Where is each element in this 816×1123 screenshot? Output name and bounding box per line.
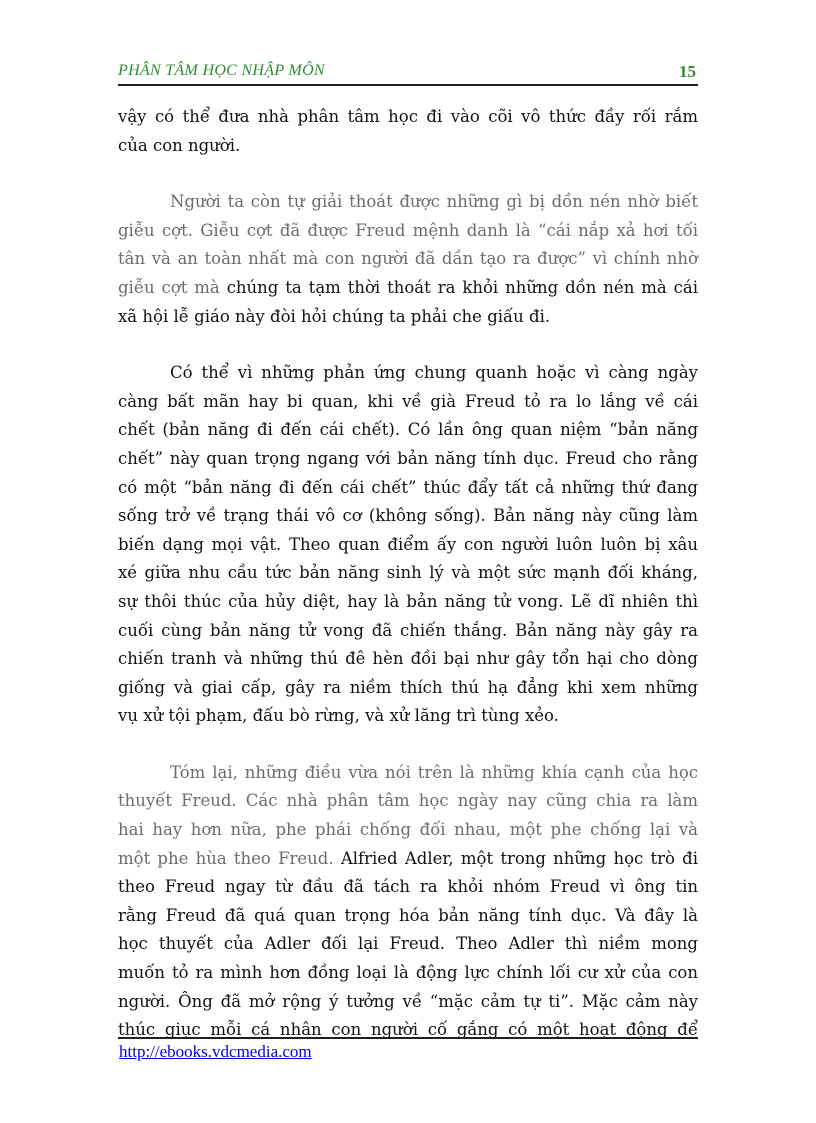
text-line: muốn tỏ ra mình hơn đồng loại là động lực chính lối cư xử của con xyxy=(118,963,698,983)
text-line: xé giữa nhu cầu tức bản năng sinh lý và một sức mạnh đối kháng, xyxy=(118,563,698,583)
paragraph-2 xyxy=(118,188,698,331)
paragraph-3 xyxy=(118,359,698,731)
text-line: rằng Freud đã quá quan trọng hóa bản năng tính dục. Và đây là xyxy=(118,905,698,925)
text-line: người. Ông đã mở rộng ý tưởng về “mặc cảm tự ti”. Mặc cảm này xyxy=(118,991,698,1011)
text-line: biến dạng mọi vật. Theo quan điểm ấy con người luôn luôn bị xâu xyxy=(118,534,698,554)
text-run: một phe hùa theo Freud. xyxy=(118,848,341,868)
text-line: thúc giục mỗi cá nhân con người cố gắng có một hoạt động để xyxy=(118,1020,698,1040)
page-number: 15 xyxy=(679,62,696,81)
text-run: giễu cợt mà xyxy=(118,277,227,297)
text-line xyxy=(118,845,698,874)
page-header xyxy=(118,60,698,86)
text-line: chiến tranh và những thú đê hèn đồi bại như gây tổn hại cho dòng xyxy=(118,649,698,669)
text-line: thuyết Freud. Các nhà phân tâm học ngày nay cũng chia ra làm xyxy=(118,791,698,811)
text-line: hai hay hơn nữa, phe phái chống đối nhau, một phe chống lại và xyxy=(118,820,698,840)
text-line: giễu cợt. Giễu cợt đã được Freud mệnh danh là “cái nắp xả hơi tối xyxy=(118,220,698,240)
footer-link[interactable]: http://ebooks.vdcmedia.com xyxy=(119,1042,312,1061)
paragraph-1 xyxy=(118,103,698,160)
text-line: xã hội lễ giáo này đòi hỏi chúng ta phải che giấu đi. xyxy=(118,306,551,326)
running-title: PHÂN TÂM HỌC NHẬP MÔN xyxy=(118,62,325,79)
text-line: học thuyết của Adler đối lại Freud. Theo Adler thì niềm mong xyxy=(118,934,698,954)
text-run: chúng ta tạm thời thoát ra khỏi những dồn nén mà cái xyxy=(226,277,699,297)
text-line: cuối cùng bản năng tử vong đã chiến thắng. Bản năng này gây ra xyxy=(118,620,698,640)
text-line: sự thôi thúc của hủy diệt, hay là bản năng tử vong. Lẽ dĩ nhiên thì xyxy=(118,591,698,611)
text-line xyxy=(118,274,698,303)
text-line: của con người. xyxy=(118,135,241,155)
text-line: vậy có thể đưa nhà phân tâm học đi vào cõi vô thức đầy rối rắm xyxy=(118,107,698,126)
text-line: sống trở về trạng thái vô cơ (không sống). Bản năng này cũng làm xyxy=(118,506,698,526)
text-line: giống và giai cấp, gây ra niềm thích thú hạ đẳng khi xem những xyxy=(118,677,698,697)
text-line: Người ta còn tự giải thoát được những gì bị dồn nén nhờ biết xyxy=(170,192,698,212)
footer-rule xyxy=(118,1037,698,1039)
text-line: Tóm lại, những điều vừa nói trên là những khía cạnh của học xyxy=(170,762,698,782)
body-text xyxy=(118,103,698,1045)
text-line: có một “bản năng đi đến cái chết” thúc đẩy tất cả những thứ đang xyxy=(118,477,698,497)
text-line: chết (bản năng đi đến cái chết). Có lần ông quan niệm “bản năng xyxy=(118,420,698,440)
text-line: tân và an toàn nhất mà con người đã dần tạo ra được” vì chính nhờ xyxy=(118,249,698,269)
text-line: vụ xử tội phạm, đấu bò rừng, và xử lăng trì tùng xẻo. xyxy=(118,706,559,726)
text-line: chết” này quan trọng ngang với bản năng tính dục. Freud cho rằng xyxy=(118,448,698,468)
text-line: theo Freud ngay từ đầu đã tách ra khỏi nhóm Freud vì ông tin xyxy=(118,877,698,897)
paragraph-4 xyxy=(118,759,698,1045)
text-line: Có thể vì những phản ứng chung quanh hoặc vì càng ngày xyxy=(170,363,698,383)
text-run: Alfried Adler, một trong những học trò đi xyxy=(340,848,698,868)
text-line: càng bất mãn hay bi quan, khi về già Freud tỏ ra lo lắng về cái xyxy=(118,391,698,411)
